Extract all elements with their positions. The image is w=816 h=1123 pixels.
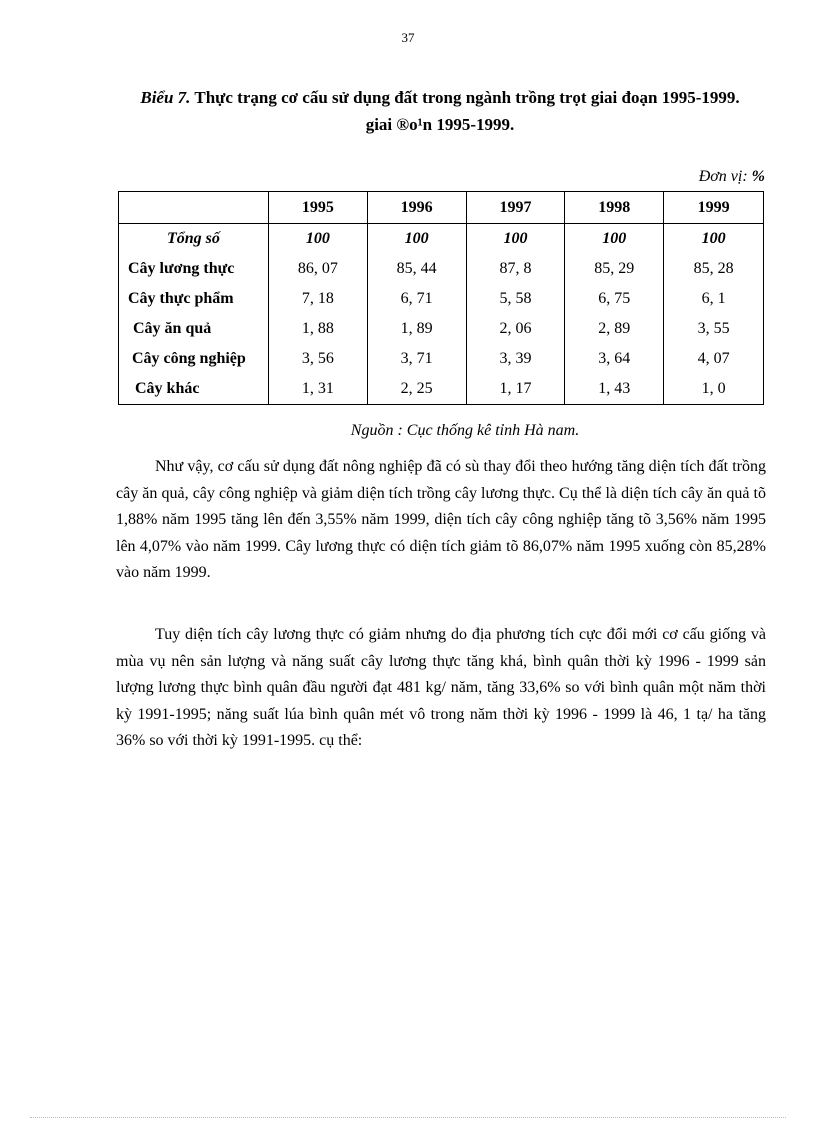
table-cell: 100 bbox=[367, 224, 466, 255]
table-cell: 6, 1 bbox=[664, 284, 764, 314]
table-cell: 5, 58 bbox=[466, 284, 565, 314]
land-use-table bbox=[118, 191, 764, 405]
table-cell: 3, 56 bbox=[268, 344, 367, 374]
table-cell: 6, 75 bbox=[565, 284, 664, 314]
table-row bbox=[119, 374, 764, 405]
table-cell: 3, 71 bbox=[367, 344, 466, 374]
table-cell: 1, 43 bbox=[565, 374, 664, 405]
table-cell: 100 bbox=[565, 224, 664, 255]
unit-text: Đơn vị: bbox=[698, 168, 752, 185]
table-cell: 2, 06 bbox=[466, 314, 565, 344]
table-cell: 1, 31 bbox=[268, 374, 367, 405]
header-year: 1996 bbox=[367, 192, 466, 224]
page-bottom-divider bbox=[30, 1117, 786, 1118]
table-row bbox=[119, 344, 764, 374]
table-cell: 86, 07 bbox=[268, 254, 367, 284]
row-label: Cây thực phẩm bbox=[119, 284, 269, 314]
table-row-total bbox=[119, 224, 764, 255]
table-cell: 87, 8 bbox=[466, 254, 565, 284]
table-cell: 3, 39 bbox=[466, 344, 565, 374]
source-note: Nguồn : Cục thống kê tỉnh Hà nam. bbox=[350, 422, 580, 439]
table-cell: 100 bbox=[268, 224, 367, 255]
table-cell: 85, 28 bbox=[664, 254, 764, 284]
table-cell: 4, 07 bbox=[664, 344, 764, 374]
table-cell: 6, 71 bbox=[367, 284, 466, 314]
row-label: Cây khác bbox=[119, 374, 269, 405]
header-year: 1995 bbox=[268, 192, 367, 224]
table-cell: 3, 55 bbox=[664, 314, 764, 344]
table-row bbox=[119, 314, 764, 344]
table-title bbox=[110, 84, 770, 138]
table-cell: 2, 89 bbox=[565, 314, 664, 344]
unit-label bbox=[600, 168, 765, 186]
title-line1: Thực trạng cơ cấu sử dụng đất trong ngành trồng trọt giai đoạn 1995-1999. bbox=[190, 88, 740, 107]
table-cell: 1, 0 bbox=[664, 374, 764, 405]
table-cell: 1, 17 bbox=[466, 374, 565, 405]
table-cell: 100 bbox=[466, 224, 565, 255]
table-row bbox=[119, 254, 764, 284]
table-cell: 85, 29 bbox=[565, 254, 664, 284]
row-label: Cây lương thực bbox=[119, 254, 269, 284]
table-cell: 2, 25 bbox=[367, 374, 466, 405]
header-year: 1998 bbox=[565, 192, 664, 224]
table-cell: 1, 89 bbox=[367, 314, 466, 344]
table-cell: 100 bbox=[664, 224, 764, 255]
table-cell: 7, 18 bbox=[268, 284, 367, 314]
page-number: 37 bbox=[401, 30, 415, 45]
row-label: Cây công nghiệp bbox=[119, 344, 269, 374]
table-cell: 85, 44 bbox=[367, 254, 466, 284]
paragraph: Tuy diện tích cây lương thực có giảm nhưng do địa phương tích cực đổi mới cơ cấu giống và mùa vụ nên sản lượng và năng suất cây lương thực tăng khá, bình quân thời kỳ 1996 - 1999 sản lượng lương thực bình quân đầu người đạt 481 kg/ năm, tăng 33,6% so với bình quân một năm thời kỳ 1991-1995; năng suất lúa bình quân mét vô trong năm thời kỳ 1996 - 1999 là 46, 1 tạ/ ha tăng 36% so với thời kỳ 1991-1995. cụ thể: bbox=[116, 626, 766, 749]
table-header-row bbox=[119, 192, 764, 224]
table-row bbox=[119, 284, 764, 314]
paragraph: Như vậy, cơ cấu sử dụng đất nông nghiệp đã có sù thay đổi theo hướng tăng diện tích đất trồng cây ăn quả, cây công nghiệp và giảm diện tích trồng cây lương thực. Cụ thể là diện tích cây ăn quả tõ 1,88% năm 1995 tăng lên đến 3,55% năm 1999, diện tích cây công nghiệp tăng tõ 3,56% năm 1995 lên 4,07% vào năm 1999. Cây lương thực có diện tích giảm tõ 86,07% năm 1995 xuống còn 85,28% vào năm 1999. bbox=[116, 458, 766, 581]
title-line2: giai ®o¹n 1995-1999. bbox=[365, 115, 515, 134]
row-label: Cây ăn quả bbox=[119, 314, 269, 344]
table-cell: 1, 88 bbox=[268, 314, 367, 344]
title-lead: Biểu 7. bbox=[140, 88, 191, 107]
table-cell: 3, 64 bbox=[565, 344, 664, 374]
header-year: 1999 bbox=[664, 192, 764, 224]
header-year: 1997 bbox=[466, 192, 565, 224]
header-empty-cell bbox=[119, 192, 269, 224]
unit-value: % bbox=[751, 168, 765, 185]
row-label: Tổng số bbox=[119, 224, 269, 255]
